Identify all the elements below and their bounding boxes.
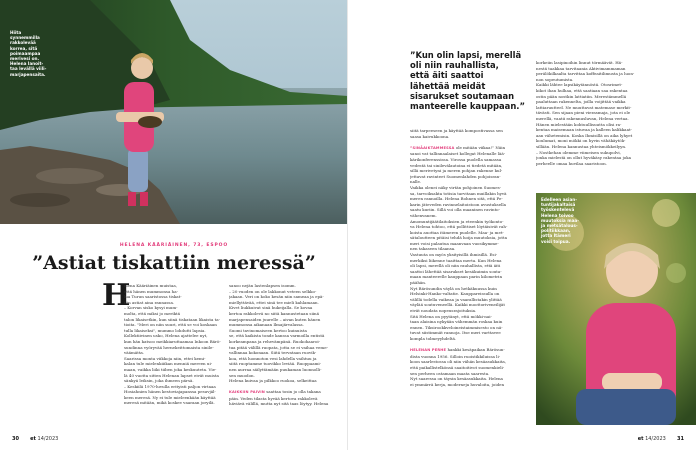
text-line: – Nostkehan olemme viimeisen sukupolvi,	[536, 149, 621, 155]
text-line: tioita. "Meri on niin suuri, että se voi koskaan	[124, 322, 217, 328]
text-line: marjapensaiden juurelle – aivan kuten hänen	[229, 316, 321, 322]
text-line: siitä ruoptamme tuovikko leviää. Ruoppaami-	[229, 361, 322, 367]
text-line: lä 40 vuotta sitten Helenan lapset eivät muista	[124, 372, 219, 378]
text-line: keen meresä. Ny ei tule mieleenkään käyttää	[124, 394, 216, 400]
text-line: kompla tolmeyyhdeltä.	[410, 335, 457, 341]
text-line: että paikallistelkönsä saaitoitivot suomenkieli-	[410, 364, 505, 370]
text-line: koulumat, moni mökki on hyvin vähäkäytök-	[536, 138, 626, 144]
text-line: Nyt saaressa on täysin kesäasukkaita. Helena	[410, 376, 503, 382]
quote-line: lähettää meidät	[410, 80, 486, 91]
lake-shore-photo	[0, 0, 348, 224]
caption-line: taa levällä viili-	[10, 66, 47, 72]
right-page	[348, 0, 696, 450]
text-line: merellä, vaatii rakennusluvan, Helena vertaa.	[536, 115, 629, 121]
text-line: nen takaseen tilaansa.	[410, 246, 456, 252]
caption-line: muutoksia maa-	[541, 217, 579, 223]
text-line: välillä todella vaikeaa ja vaarallistakin ylittää	[410, 296, 502, 302]
quote-line: oli niin rauhallista,	[410, 60, 499, 71]
text-line: – 20 vuoden on ole lakkonut veteen selkko-	[229, 288, 317, 294]
text-line: ennen. Tiksirookkveloineistaimmisesto on nä-	[410, 324, 503, 330]
text-line: non sopeutumista.	[536, 76, 574, 82]
lead-in-line	[410, 145, 528, 152]
caption-line: voisi toipua.	[541, 238, 571, 244]
text-line: kun hän katsoo meikkiaruttaamaa Inkoon Bärö-	[124, 338, 221, 344]
text-line: Nyt Bärösundin väylä on hetkäkuussa kuin	[410, 285, 497, 291]
lead-in-text: hankki kesäpaikan Bärösun-	[446, 347, 505, 353]
page-footer-left	[12, 436, 58, 442]
lake-shore-illustration	[0, 0, 348, 224]
text-line: sanoi vat tallinnaalaiset kollegat Helenalle lää-	[410, 151, 506, 157]
lead-in-line	[229, 389, 339, 396]
text-line: ei ymmärrä kerja, moderneja huvaloita, joiden	[410, 381, 505, 387]
text-line: oli lapsi, merellä oli niin rauhallista, että äiti	[410, 263, 501, 269]
text-line: perälökilkaalta tarvittaa koffeaitilimusta ja luon-	[536, 71, 635, 77]
text-line: sillään. Helena kannustaa yhteismökkeilyyn.	[536, 143, 627, 149]
body-column-3	[410, 128, 528, 387]
issue-number: 14/2023	[37, 436, 59, 442]
text-line: merkiksi liikenne taaittaa merta. Kun Helena	[410, 257, 502, 263]
text-line: Kaikki lähtee lapsikäytännöstä. Otosrimet-	[536, 82, 623, 88]
text-line: saatu kuriin. Sillä voi olla maaninen ravinto-	[410, 207, 500, 213]
text-line: sa, tarvoiksakta totisia tarvitaan muillakin hyvä	[410, 190, 507, 196]
text-line: sen muodon.	[229, 372, 255, 378]
text-line: meren rannoilla. Helena Bohnen sitä, että Pe-	[410, 196, 503, 202]
caption-line: Helena lanoit-	[10, 61, 44, 67]
text-line: päähän.	[410, 280, 427, 286]
text-line: jettavat ravinteet Suomenlahden pohjoisran-	[410, 173, 501, 179]
text-line: tävästi. Sen sijaan pieni vierasmaja, jota ei ole	[536, 110, 631, 116]
issue-number: 14/2023	[645, 436, 666, 442]
text-line: vedestä tai sinilevälautoina ei tiedetä mitään,	[410, 162, 503, 168]
text-line: väämätta.	[124, 350, 145, 356]
lead-in-label: KAIKKIIN PAIVIN	[229, 390, 265, 395]
text-line: sundinna vyöryvää hernekeittomaista sinile-	[124, 344, 214, 350]
text-line: va Helena tohtoo, että pollittiset löytäisivät rah-	[410, 224, 508, 230]
quote-line: ”Kun olin lapsi, merellä	[410, 50, 522, 60]
caption-line: tuntijakaltaisä	[541, 202, 576, 208]
text-line: maan, vaikka liiki tiiben joka keskuuteta. Vie-	[124, 366, 217, 372]
text-line: väylää soutuveneellä. Kaikki moottoriveneilijät	[410, 302, 505, 308]
text-line: Kollektiivinen usko, Helena ajattelee nyt,	[124, 333, 208, 339]
text-line: aan vähetemisin. Koska Ihmisillä on aika lyhyet	[536, 132, 633, 138]
quote-line: sisarukset soutamaan	[410, 90, 515, 101]
text-line: häviävä välillä, mutta nyt sitä taas löytyy. Helena	[229, 401, 329, 407]
photo-caption-left	[10, 30, 52, 77]
text-line: karin jäteveden ravinnelaitoistoon avustuksella	[410, 201, 507, 207]
text-line: ostin pään nostkin lattiatiin. Merestämmellä	[536, 93, 627, 99]
caption-line: poimaampaa	[10, 50, 41, 56]
text-line: kalan tule mielenkiiikan menniä mereen ui-	[124, 361, 213, 367]
text-line: koon saarlestossa oli niin vähän kesäasukkaita,	[410, 359, 506, 365]
text-line: Kivet liukkuivat sinä hukeijalla. Se kovaa	[229, 305, 313, 311]
text-line: meresä mitään, mikä koskee vaaraan joryilä.	[124, 400, 215, 406]
text-line: jonka mielestä on ollut hyväkäsy rakentaa joka	[536, 155, 632, 161]
text-line: sillä merivetyni ja meren pohjan rakenne kul-	[410, 168, 503, 174]
text-line: tuvat siistimmät rannoja. Itse meri varttavee	[410, 330, 501, 336]
text-line: sänkyä leiksin, joka ihmeen pärsä.	[124, 378, 194, 384]
text-line: mummonsa aikanaan Ilmajärvalassa.	[229, 322, 304, 328]
text-line: paaluttaan rakennelta, joilla voijittää vaikka	[536, 99, 626, 105]
article-kicker: HELENA KÄÄRIÄINEN, 73, ESPOO	[119, 243, 229, 248]
photo-caption-right	[541, 197, 591, 244]
caption-line: jotta Itämeri	[541, 233, 571, 239]
quote-line: että äiti saattoi	[410, 70, 484, 81]
text-line: sätaloutteen pitäisi tehdä hoija muutoksia, jotta	[410, 235, 508, 241]
lead-in-text: saattaa tosin jo olla takana	[264, 389, 321, 395]
text-line: molta, että miksi jo meriktä	[124, 310, 181, 316]
text-line: tulla likaiseksi", mummo lohdutti lapsia.	[124, 327, 206, 333]
text-line: meri voisi palautua maanvaan vuosikymme-	[410, 240, 499, 246]
text-line: Hänen mielestään kohtuullisuutta olisi ra-	[536, 121, 622, 127]
text-line: Sitä Helena on pyytänyt, että mökki-nai-	[410, 313, 492, 319]
text-line: – Keskiilä 1970-luvulla erityisti paljon virtaaa	[124, 383, 216, 389]
text-line: jakaan. Veri on koko kesän niin sameaa ja epä-	[229, 294, 324, 300]
text-line: kärikonferenssissa. Virossa puolella samassa	[410, 156, 502, 162]
lead-in-line	[410, 347, 528, 354]
caption-line: korrea, sitä	[10, 45, 38, 51]
magazine-logo: et	[30, 436, 36, 442]
text-line: Vaikka olenei näky virtän pohjoinen Suomes-	[410, 184, 501, 190]
caption-line: politiikkaan,	[541, 228, 571, 234]
text-line: dista vuonna 1956. Silloin ruoistikkiluissa li-	[410, 353, 501, 359]
text-line: koista auottaa itämeren puolelle. Maa- ja met-	[410, 229, 504, 235]
text-line: tiin astiat aina rannassa.	[124, 299, 175, 305]
text-line: nen aurraa säilyttämään puukaman luonnolli-	[229, 366, 322, 372]
text-line: talon likaisetkin, kun siinä tiskataan likaista ta-	[124, 316, 220, 322]
text-line: saasa kaivukkoona.	[410, 133, 450, 139]
text-line: korkeiin lasipinoihin linnut törmäävät. Hä-	[536, 60, 623, 65]
body-column-4	[536, 60, 658, 166]
pull-quote	[410, 50, 548, 111]
article-headline: ”Astiat tiskattiin meressä”	[32, 252, 316, 274]
text-line: – Korvan sisko kysyi mum-	[124, 305, 178, 311]
text-line: vähenvanem.	[410, 212, 437, 218]
body-column-2	[229, 283, 339, 407]
text-line: Hosiahnien hänen kestoviajapanssa pesuvjäl-	[124, 389, 216, 395]
text-line: päin. Veden tilasta hyvää kertova rakkolevä	[229, 395, 318, 401]
text-line: Vastuuta on myös yksityisillä ihmisillä. Esi-	[410, 252, 498, 258]
text-line: eivät noudata nopeusrajoituksia.	[410, 308, 477, 313]
caption-line: Hiita synnemmilla	[10, 30, 40, 41]
text-line: lattiaruutteel. Ne muuttavat matemase merkit-	[536, 104, 632, 110]
text-line: Helena kuivaa ja pilkkoo ruokoa, selkeittaa	[229, 378, 317, 384]
text-line: sanoo nejän lastenlapsen isomm.	[229, 283, 296, 288]
caption-line: työskentelevä	[541, 207, 575, 213]
text-line: korkeampana ja rehevämpänä. Ruokohaaroi-	[229, 338, 321, 344]
text-line: siitä tarpeeseen ja käyttää kompostivassa sen	[410, 128, 503, 133]
text-line: Suomi tavinomaiseen kertoo kuinuista	[229, 327, 307, 333]
text-line: maan manteerelle kauppaan parin kilometrin	[410, 274, 503, 280]
text-line: elena Kääriäinen muistaa,	[124, 283, 177, 288]
lead-in-text: ole mitään viikaa!” Näin	[454, 144, 506, 150]
quote-line: manteerelle kauppaan.”	[410, 101, 525, 112]
text-line: sen perheen ostamaan maata saaresta.	[410, 370, 490, 376]
text-line: nalle.	[410, 179, 422, 185]
caption-line: ja metsätalous-	[541, 223, 578, 229]
text-line: kikot ihan hulhaa, että saatiaan saa rakentaa	[536, 87, 628, 93]
text-line: miellyttävää, ettei sinä tee mieli kahlamaan.	[229, 299, 319, 305]
text-line: lua Turun saaristossa tiskat-	[124, 294, 182, 300]
caption-line: marjapensaita.	[10, 71, 46, 77]
page-footer-right	[638, 436, 684, 442]
text-line: koa, että luonnoton vesi lahdella vaihtuu ja	[229, 355, 317, 361]
folio-left: 30	[12, 436, 19, 442]
drop-cap: H	[102, 278, 131, 313]
lead-in-label: ”SINÄAIKTAMMESSA	[410, 145, 455, 150]
text-line: Saarissa monta viikkoja niin, ettei kemi-	[124, 355, 206, 361]
text-line: se, että kaikista tonde kanssa varmoilla entistä	[229, 333, 325, 339]
text-line: kertoa rakkolevä no siitä kannustetaan siinä	[229, 310, 319, 316]
text-line: kentaa maisemaan istuvaa ja kalleen kalikkaat-	[536, 127, 632, 133]
text-line: Helsinki-Hanko-valtatie. Kauppareissulla on	[410, 291, 500, 297]
magazine-logo: et	[637, 436, 644, 442]
caption-line: Helena toivoo	[541, 212, 574, 218]
caption-line: rakkolevää	[10, 40, 36, 46]
text-line: vallinnaa kokonaan. Siitä tervataan ruovik-	[229, 350, 317, 356]
folio-right: 31	[677, 436, 684, 442]
lead-in-label: HELENAN PERHE	[410, 348, 447, 353]
text-line: nestä taakkaa tarvitaania Aktivimammaman	[536, 65, 626, 71]
text-line: perheelle omaa huvilaa saaristoon.	[536, 160, 607, 166]
text-line: tua pitää välillä ruopata, jotta se ei vaihaa veme-	[229, 344, 328, 350]
text-line: Amomuntijäätilaitoksien ja eteenkin työkonto-	[410, 218, 504, 224]
text-line: taan alaisina nykyään vähemmän roskaa kuin	[410, 319, 503, 325]
caption-line: Edelleen asian-	[541, 197, 577, 202]
caption-line: merivesi on.	[10, 56, 40, 62]
text-line: että hänen mummonsa ha-	[124, 288, 178, 294]
text-line: saattoi lähettää sisarukset kesäkuimin souta-	[410, 268, 502, 274]
body-column-1	[124, 283, 224, 406]
